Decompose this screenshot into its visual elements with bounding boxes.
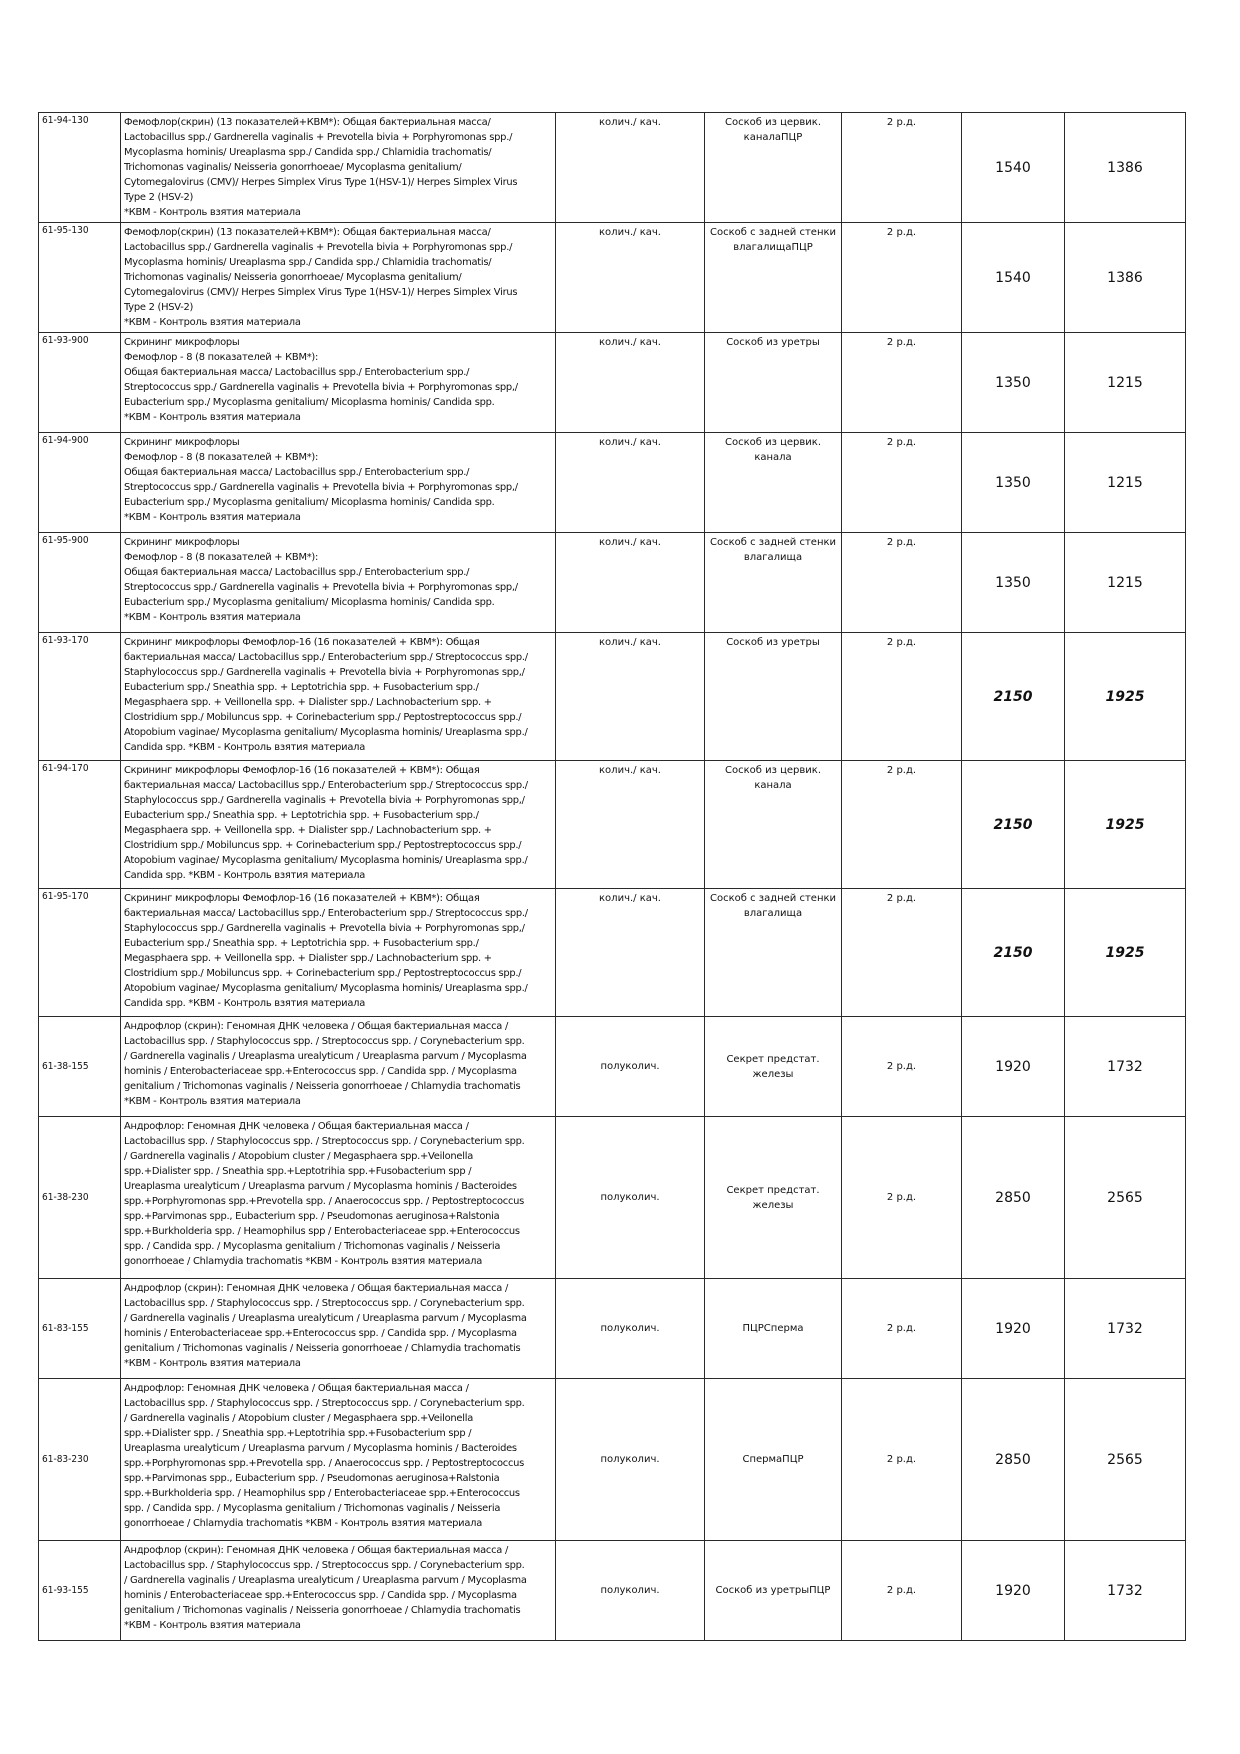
description-text: Фемофлор(скрин) (13 показателей+КВМ*): Общая бактериальная масса/ Lactobacillus spp./ Gardnerella vaginalis + Prevotella bivia + Porphyromonas spp./ Mycoplasma hominis/ Ureaplasma spp./ Candida spp./ Chlamidia trachomatis/ Trichomonas vaginalis/ Neisseria gonorrhoeae/ Mycoplasma genitalium/ Cytomegalovirus (CMV)/ Herpes Simplex Virus Type 1(HSV-1)/ Herpes Simplex Virus Type 2 (HSV-2) *КВМ - Контроль взятия материала (124, 117, 518, 218)
price-cell: 1920 (962, 1279, 1065, 1379)
description-text: Скрининг микрофлоры Фемофлор-16 (16 показателей + КВМ*): Общая бактериальная масса/ Lactobacillus spp./ Enterobacterium spp./ Streptococcus spp./ Staphylococcus spp./ Gardnerella vaginalis + Prevotella bivia + Porphyromonas spp,/ Eubacterium spp./ Sneathia spp. + Leptotrichia spp. + Fusobacterium spp./ Megasphaera spp. + Veillonella spp. + Dialister spp./ Lachnobacterium spp. + Clostridium spp./ Mobiluncus spp. + Corinebacterium spp./ Peptostreptococcus spp./ Atopobium vaginae/ Mycoplasma genitalium/ Mycoplasma hominis/ Ureaplasma spp./ Candida spp. *КВМ - Контроль взятия материала (124, 637, 528, 753)
description-text: Андрофлор: Геномная ДНК человека / Общая бактериальная масса / Lactobacillus spp. / Staphylococcus spp. / Streptococcus spp. / Corynebacterium spp. / Gardnerella vaginalis / Atopobium cluster / Megasphaera spp.+Veilonella spp.+Dialister spp. / Sneathia spp.+Leptotrihia spp.+Fusobacterium spp / Ureaplasma urealyticum / Ureaplasma parvum / Mycoplasma hominis / Bacteroides spp.+Porphyromonas spp.+Prevotella spp. / Anaerococcus spp. / Peptostreptococcus spp.+Parvimonas spp., Eubacterium spp. / Pseudomonas aeruginosa+Ralstonia spp.+Burkholderia spp. / Heamophilus spp / Enterobacteriaceae spp.+Enterococcus spp. / Candida spp. / Mycoplasma genitalium / Trichomonas vaginalis / Neisseria gonorrhoeae / Chlamydia trachomatis *КВМ - Контроль взятия материала (124, 1121, 525, 1267)
table-row (39, 1541, 1186, 1641)
service-description (121, 889, 556, 1017)
price-cell: 1350 (962, 333, 1065, 433)
material-cell: СпермаПЦР (705, 1379, 842, 1541)
method-cell: колич./ кач. (556, 533, 705, 633)
table-row (39, 761, 1186, 889)
table-row (39, 1117, 1186, 1279)
discount-price-cell: 1732 (1065, 1541, 1186, 1641)
discount-price-cell: 1925 (1065, 889, 1186, 1017)
table-row (39, 889, 1186, 1017)
discount-price-cell: 1732 (1065, 1017, 1186, 1117)
service-code: 61-93-155 (39, 1541, 121, 1641)
term-cell: 2 р.д. (842, 223, 962, 333)
table-row (39, 533, 1186, 633)
material-cell: Соскоб из уретрыПЦР (705, 1541, 842, 1641)
price-cell: 2850 (962, 1117, 1065, 1279)
method-cell: полуколич. (556, 1541, 705, 1641)
term-cell: 2 р.д. (842, 113, 962, 223)
term-cell: 2 р.д. (842, 633, 962, 761)
price-cell: 2850 (962, 1379, 1065, 1541)
description-text: Андрофлор (скрин): Геномная ДНК человека / Общая бактериальная масса / Lactobacillus spp. / Staphylococcus spp. / Streptococcus spp. / Corynebacterium spp. / Gardnerella vaginalis / Ureaplasma urealyticum / Ureaplasma parvum / Mycoplasma hominis / Enterobacteriaceae spp.+Enterococcus spp. / Candida spp. / Mycoplasma genitalium / Trichomonas vaginalis / Neisseria gonorrhoeae / Chlamydia trachomatis *КВМ - Контроль взятия материала (124, 1545, 527, 1631)
price-cell: 1350 (962, 533, 1065, 633)
method-cell: колич./ кач. (556, 433, 705, 533)
table-row (39, 1279, 1186, 1379)
term-cell: 2 р.д. (842, 1541, 962, 1641)
term-cell: 2 р.д. (842, 1117, 962, 1279)
table-row (39, 333, 1186, 433)
service-description (121, 761, 556, 889)
service-description (121, 433, 556, 533)
discount-price-cell: 1925 (1065, 761, 1186, 889)
term-cell: 2 р.д. (842, 433, 962, 533)
price-cell: 2150 (962, 761, 1065, 889)
method-cell: полуколич. (556, 1279, 705, 1379)
discount-price-cell: 1215 (1065, 533, 1186, 633)
service-description (121, 533, 556, 633)
description-text: Скрининг микрофлоры Фемофлор - 8 (8 показателей + КВМ*): Общая бактериальная масса/ Lactobacillus spp./ Enterobacterium spp./ Streptococcus spp./ Gardnerella vaginalis + Prevotella bivia + Porphyromonas spp,/ Eubacterium spp./ Mycoplasma genitalium/ Micoplasma hominis/ Candida spp. *КВМ - Контроль взятия материала (124, 537, 518, 623)
table-row (39, 433, 1186, 533)
description-text: Фемофлор(скрин) (13 показателей+КВМ*): Общая бактериальная масса/ Lactobacillus spp./ Gardnerella vaginalis + Prevotella bivia + Porphyromonas spp./ Mycoplasma hominis/ Ureaplasma spp./ Candida spp./ Chlamidia trachomatis/ Trichomonas vaginalis/ Neisseria gonorrhoeae/ Mycoplasma genitalium/ Cytomegalovirus (CMV)/ Herpes Simplex Virus Type 1(HSV-1)/ Herpes Simplex Virus Type 2 (HSV-2) *КВМ - Контроль взятия материала (124, 227, 518, 328)
method-cell: колич./ кач. (556, 889, 705, 1017)
service-description (121, 1541, 556, 1641)
price-cell: 2150 (962, 889, 1065, 1017)
service-description (121, 633, 556, 761)
material-cell: ПЦРСперма (705, 1279, 842, 1379)
service-description (121, 1279, 556, 1379)
discount-price-cell: 2565 (1065, 1117, 1186, 1279)
term-cell: 2 р.д. (842, 533, 962, 633)
service-code: 61-38-230 (39, 1117, 121, 1279)
price-cell: 1920 (962, 1541, 1065, 1641)
service-code: 61-94-130 (39, 113, 121, 223)
service-description (121, 223, 556, 333)
description-text: Андрофлор (скрин): Геномная ДНК человека / Общая бактериальная масса / Lactobacillus spp. / Staphylococcus spp. / Streptococcus spp. / Corynebacterium spp. / Gardnerella vaginalis / Ureaplasma urealyticum / Ureaplasma parvum / Mycoplasma hominis / Enterobacteriaceae spp.+Enterococcus spp. / Candida spp. / Mycoplasma genitalium / Trichomonas vaginalis / Neisseria gonorrhoeae / Chlamydia trachomatis *КВМ - Контроль взятия материала (124, 1283, 527, 1369)
discount-price-cell: 1386 (1065, 223, 1186, 333)
service-code: 61-83-155 (39, 1279, 121, 1379)
price-cell: 1540 (962, 223, 1065, 333)
service-code: 61-93-170 (39, 633, 121, 761)
service-code: 61-83-230 (39, 1379, 121, 1541)
material-cell: Соскоб из цервик. канала (705, 433, 842, 533)
service-description (121, 1117, 556, 1279)
material-cell: Соскоб с задней стенки влагалища (705, 889, 842, 1017)
service-description (121, 1017, 556, 1117)
discount-price-cell: 2565 (1065, 1379, 1186, 1541)
service-description (121, 113, 556, 223)
service-code: 61-95-170 (39, 889, 121, 1017)
material-cell: Секрет предстат. железы (705, 1017, 842, 1117)
table-row (39, 633, 1186, 761)
service-description (121, 1379, 556, 1541)
material-cell: Соскоб из уретры (705, 633, 842, 761)
service-code: 61-95-130 (39, 223, 121, 333)
description-text: Андрофлор (скрин): Геномная ДНК человека / Общая бактериальная масса / Lactobacillus spp. / Staphylococcus spp. / Streptococcus spp. / Corynebacterium spp. / Gardnerella vaginalis / Ureaplasma urealyticum / Ureaplasma parvum / Mycoplasma hominis / Enterobacteriaceae spp.+Enterococcus spp. / Candida spp. / Mycoplasma genitalium / Trichomonas vaginalis / Neisseria gonorrhoeae / Chlamydia trachomatis *КВМ - Контроль взятия материала (124, 1021, 527, 1107)
description-text: Скрининг микрофлоры Фемофлор-16 (16 показателей + КВМ*): Общая бактериальная масса/ Lactobacillus spp./ Enterobacterium spp./ Streptococcus spp./ Staphylococcus spp./ Gardnerella vaginalis + Prevotella bivia + Porphyromonas spp,/ Eubacterium spp./ Sneathia spp. + Leptotrichia spp. + Fusobacterium spp./ Megasphaera spp. + Veillonella spp. + Dialister spp./ Lachnobacterium spp. + Clostridium spp./ Mobiluncus spp. + Corinebacterium spp./ Peptostreptococcus spp./ Atopobium vaginae/ Mycoplasma genitalium/ Mycoplasma hominis/ Ureaplasma spp./ Candida spp. *КВМ - Контроль взятия материала (124, 765, 528, 881)
material-cell: Соскоб из уретры (705, 333, 842, 433)
method-cell: колич./ кач. (556, 761, 705, 889)
service-code: 61-95-900 (39, 533, 121, 633)
material-cell: Соскоб с задней стенки влагалища (705, 533, 842, 633)
service-code: 61-38-155 (39, 1017, 121, 1117)
service-code: 61-94-170 (39, 761, 121, 889)
material-cell: Соскоб из цервик. каналаПЦР (705, 113, 842, 223)
price-cell: 1540 (962, 113, 1065, 223)
description-text: Скрининг микрофлоры Фемофлор - 8 (8 показателей + КВМ*): Общая бактериальная масса/ Lactobacillus spp./ Enterobacterium spp./ Streptococcus spp./ Gardnerella vaginalis + Prevotella bivia + Porphyromonas spp,/ Eubacterium spp./ Mycoplasma genitalium/ Micoplasma hominis/ Candida spp. *КВМ - Контроль взятия материала (124, 437, 518, 523)
method-cell: полуколич. (556, 1017, 705, 1117)
table-row (39, 223, 1186, 333)
service-description (121, 333, 556, 433)
material-cell: Соскоб с задней стенки влагалищаПЦР (705, 223, 842, 333)
term-cell: 2 р.д. (842, 1379, 962, 1541)
price-cell: 2150 (962, 633, 1065, 761)
description-text: Андрофлор: Геномная ДНК человека / Общая бактериальная масса / Lactobacillus spp. / Staphylococcus spp. / Streptococcus spp. / Corynebacterium spp. / Gardnerella vaginalis / Atopobium cluster / Megasphaera spp.+Veilonella spp.+Dialister spp. / Sneathia spp.+Leptotrihia spp.+Fusobacterium spp / Ureaplasma urealyticum / Ureaplasma parvum / Mycoplasma hominis / Bacteroides spp.+Porphyromonas spp.+Prevotella spp. / Anaerococcus spp. / Peptostreptococcus spp.+Parvimonas spp., Eubacterium spp. / Pseudomonas aeruginosa+Ralstonia spp.+Burkholderia spp. / Heamophilus spp / Enterobacteriaceae spp.+Enterococcus spp. / Candida spp. / Mycoplasma genitalium / Trichomonas vaginalis / Neisseria gonorrhoeae / Chlamydia trachomatis *КВМ - Контроль взятия материала (124, 1383, 525, 1529)
discount-price-cell: 1925 (1065, 633, 1186, 761)
method-cell: колич./ кач. (556, 333, 705, 433)
term-cell: 2 р.д. (842, 761, 962, 889)
term-cell: 2 р.д. (842, 1279, 962, 1379)
method-cell: полуколич. (556, 1379, 705, 1541)
table-row (39, 1379, 1186, 1541)
material-cell: Соскоб из цервик. канала (705, 761, 842, 889)
term-cell: 2 р.д. (842, 889, 962, 1017)
method-cell: колич./ кач. (556, 633, 705, 761)
service-code: 61-94-900 (39, 433, 121, 533)
method-cell: колич./ кач. (556, 113, 705, 223)
description-text: Скрининг микрофлоры Фемофлор - 8 (8 показателей + КВМ*): Общая бактериальная масса/ Lactobacillus spp./ Enterobacterium spp./ Streptococcus spp./ Gardnerella vaginalis + Prevotella bivia + Porphyromonas spp,/ Eubacterium spp./ Mycoplasma genitalium/ Micoplasma hominis/ Candida spp. *КВМ - Контроль взятия материала (124, 337, 518, 423)
term-cell: 2 р.д. (842, 1017, 962, 1117)
discount-price-cell: 1732 (1065, 1279, 1186, 1379)
price-table (38, 112, 1186, 1641)
description-text: Скрининг микрофлоры Фемофлор-16 (16 показателей + КВМ*): Общая бактериальная масса/ Lactobacillus spp./ Enterobacterium spp./ Streptococcus spp./ Staphylococcus spp./ Gardnerella vaginalis + Prevotella bivia + Porphyromonas spp,/ Eubacterium spp./ Sneathia spp. + Leptotrichia spp. + Fusobacterium spp./ Megasphaera spp. + Veillonella spp. + Dialister spp./ Lachnobacterium spp. + Clostridium spp./ Mobiluncus spp. + Corinebacterium spp./ Peptostreptococcus spp./ Atopobium vaginae/ Mycoplasma genitalium/ Mycoplasma hominis/ Ureaplasma spp./ Candida spp. *КВМ - Контроль взятия материала (124, 893, 528, 1009)
discount-price-cell: 1215 (1065, 333, 1186, 433)
discount-price-cell: 1215 (1065, 433, 1186, 533)
price-cell: 1350 (962, 433, 1065, 533)
term-cell: 2 р.д. (842, 333, 962, 433)
price-cell: 1920 (962, 1017, 1065, 1117)
discount-price-cell: 1386 (1065, 113, 1186, 223)
table-row (39, 1017, 1186, 1117)
service-code: 61-93-900 (39, 333, 121, 433)
table-row (39, 113, 1186, 223)
method-cell: колич./ кач. (556, 223, 705, 333)
method-cell: полуколич. (556, 1117, 705, 1279)
material-cell: Секрет предстат. железы (705, 1117, 842, 1279)
